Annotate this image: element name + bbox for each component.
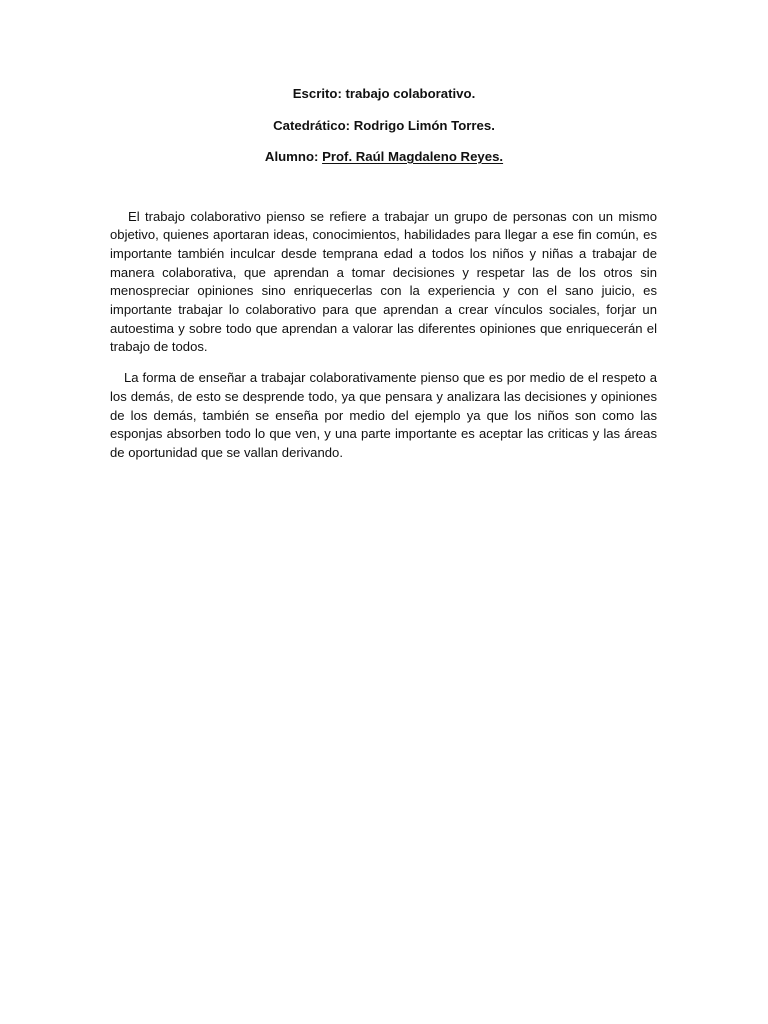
document-body — [110, 208, 657, 463]
professor-line: Catedrático: Rodrigo Limón Torres. — [273, 117, 495, 133]
body-paragraph-2: La forma de enseñar a trabajar colaborativamente pienso que es por medio de el respeto a los demás, de esto se desprende todo, ya que pensara y analizara las decisiones y opiniones de los demás, también se enseña por medio del ejemplo ya que los niños son como las esponjas absorben todo lo que ven, y una parte importante es aceptar las criticas y las áreas de oportunidad que se vallan derivando. — [110, 370, 657, 460]
student-name: Prof. Raúl Magdaleno Reyes. — [322, 149, 504, 164]
body-paragraph-1: El trabajo colaborativo pienso se refiere a trabajar un grupo de personas con un mismo objetivo, quienes aportaran ideas, conocimientos, habilidades para llegar a ese fin común, es importante también inculcar desde temprana edad a todos los niños y niñas a trabajar de manera colaborativa, que aprendan a tomar decisiones y respetar las de los otros sin menospreciar opiniones sino enriquecerlas con la experiencia y con el sano juicio, es importante trabajar lo colaborativo para que aprendan a crear vínculos sociales, forjar un autoestima y sobre todo que aprendan a valorar las diferentes opiniones que enriquecerán el trabajo de todos. — [110, 208, 657, 355]
student-line — [0, 147, 768, 166]
student-label: Alumno: — [264, 149, 323, 164]
document-title: Escrito: trabajo colaborativo. — [292, 86, 476, 101]
document-header — [0, 84, 768, 179]
